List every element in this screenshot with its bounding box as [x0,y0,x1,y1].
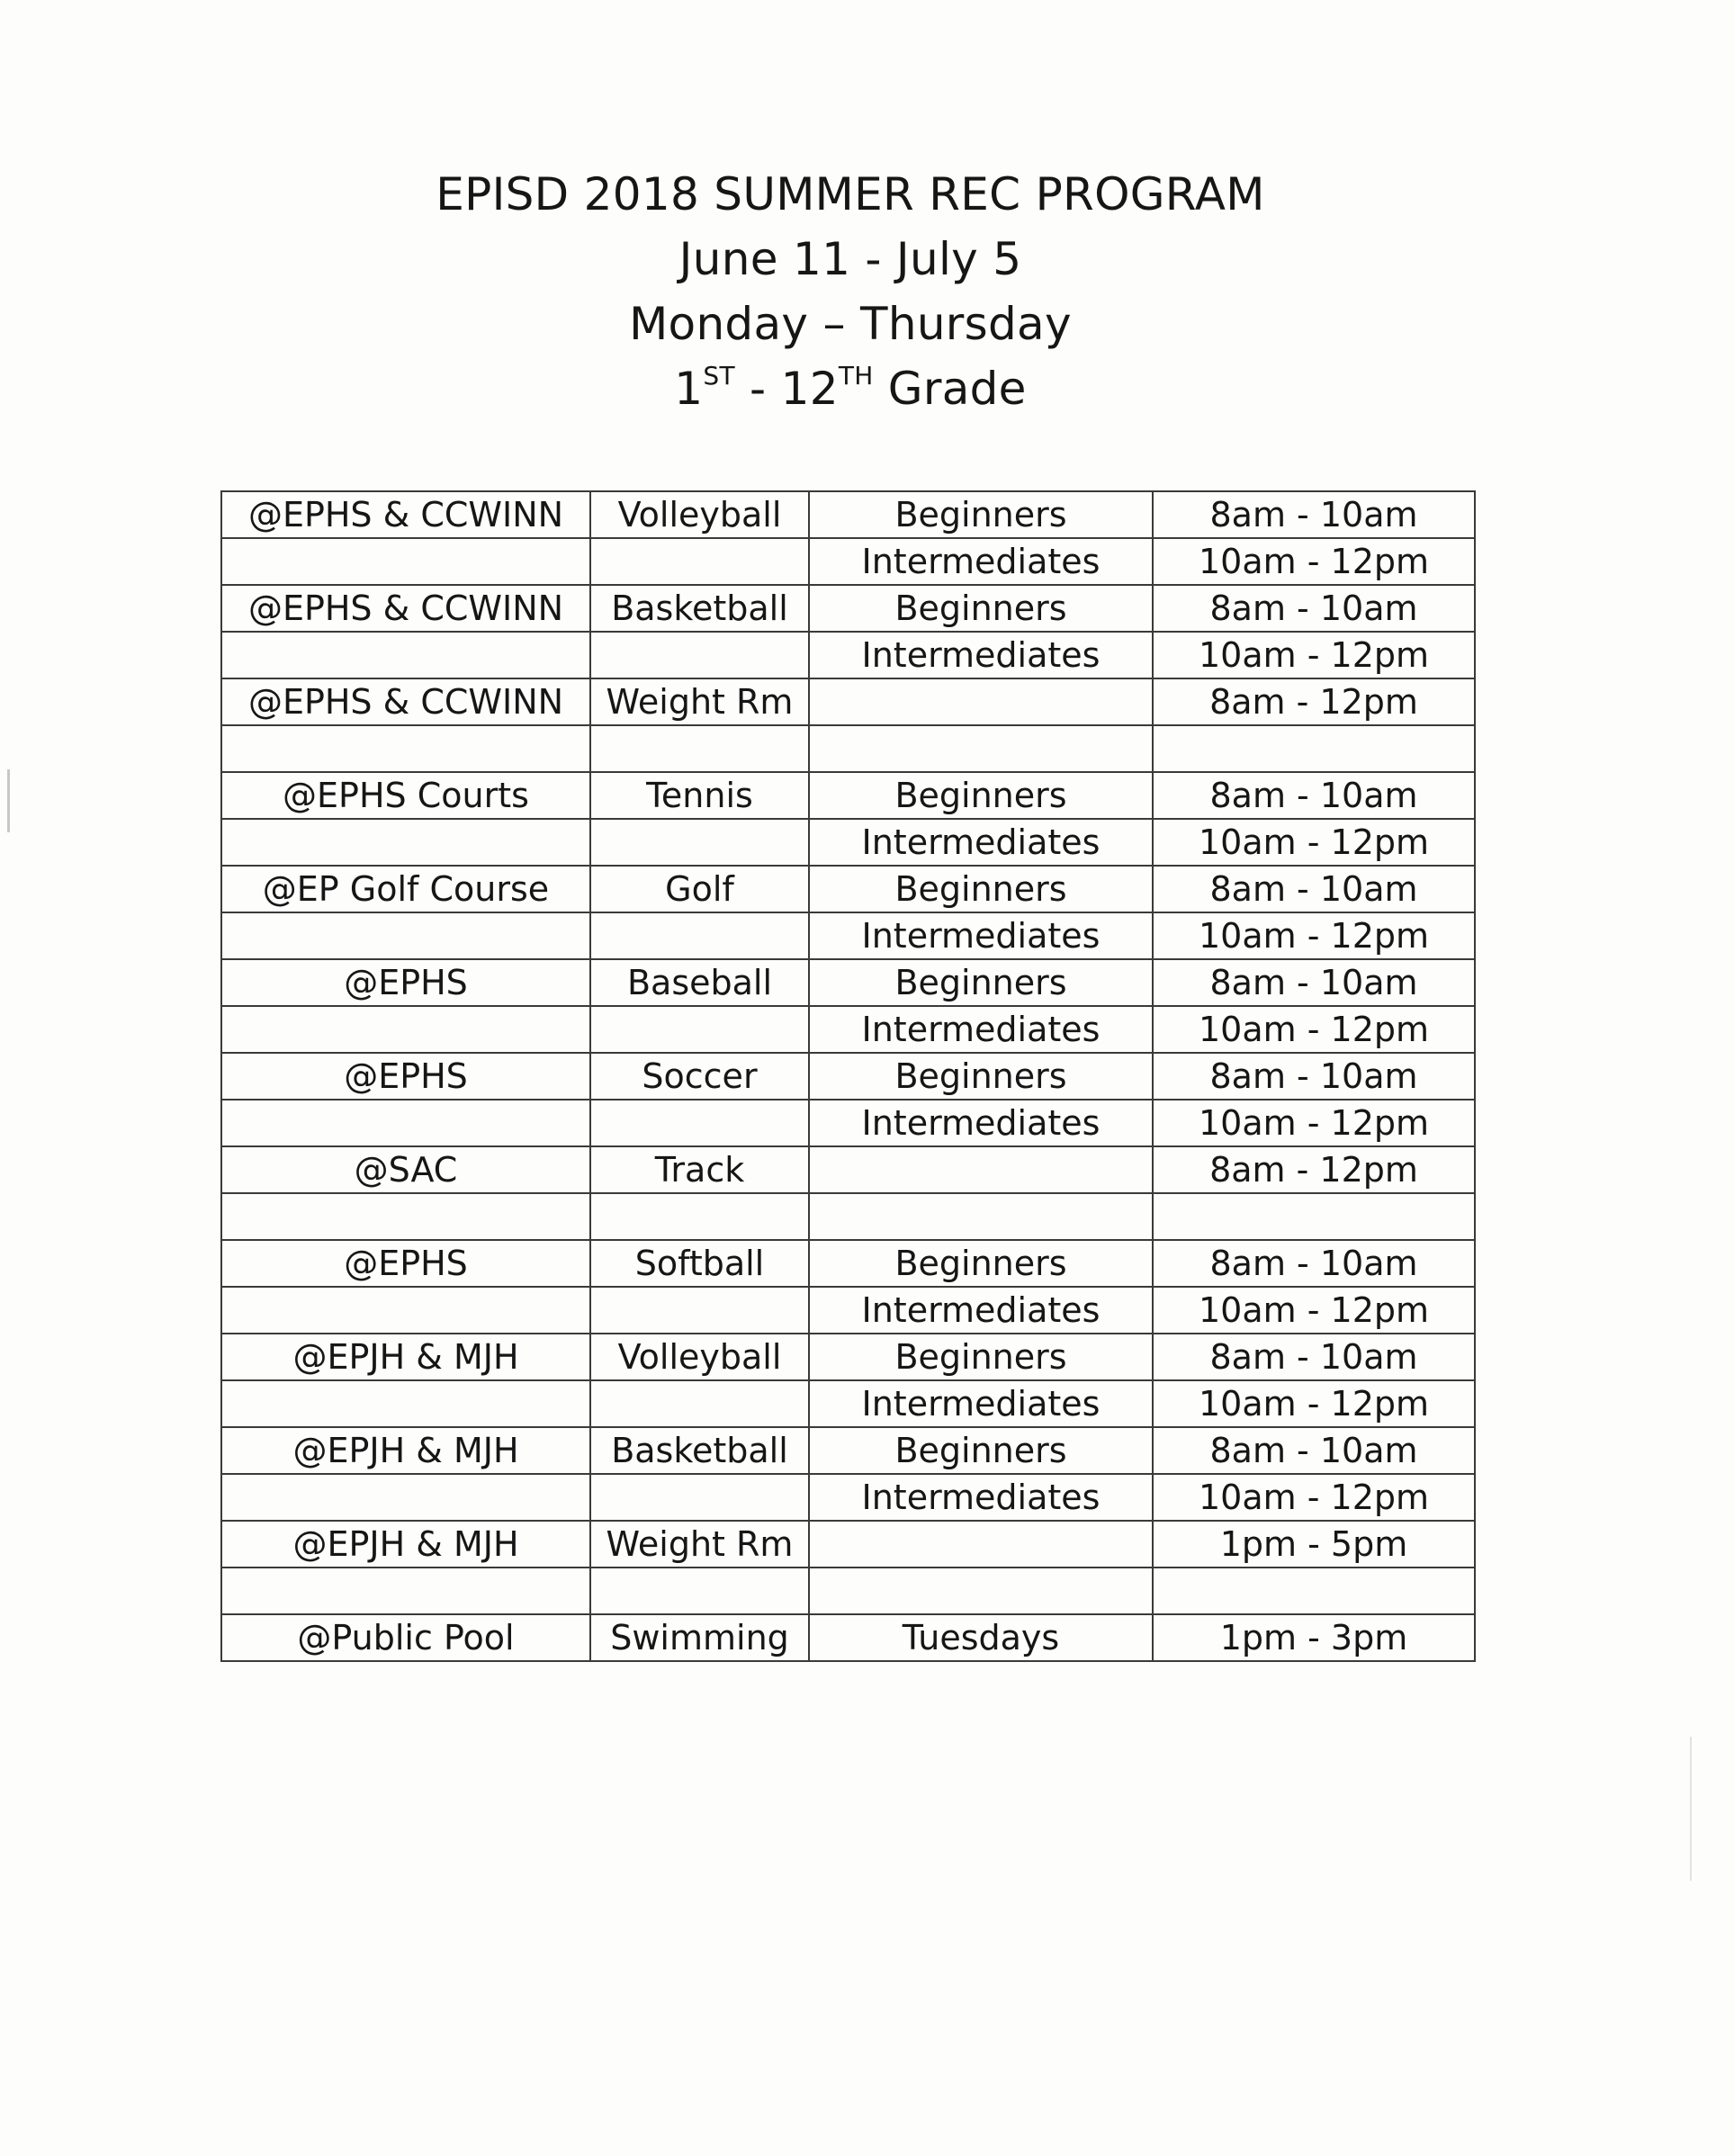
time-cell: 10am - 12pm [1153,1100,1475,1146]
level-cell: Beginners [809,866,1153,912]
sport-cell: Baseball [590,959,809,1006]
time-cell: 8am - 10am [1153,1427,1475,1474]
table-row [221,1053,1475,1100]
level-cell: Intermediates [809,1474,1153,1521]
table-row [221,491,1475,538]
location-cell: @SAC [221,1146,590,1193]
level-cell [809,1193,1153,1240]
time-cell: 8am - 10am [1153,491,1475,538]
time-cell: 8am - 10am [1153,585,1475,632]
sport-cell [590,1006,809,1053]
location-cell: @EPHS [221,959,590,1006]
location-cell [221,1006,590,1053]
table-row [221,1474,1475,1521]
sport-cell: Weight Rm [590,1521,809,1568]
grade-end-suffix: TH [838,361,874,391]
table-row [221,1380,1475,1427]
grade-start-suffix: ST [703,361,735,391]
schedule-body [221,491,1475,1661]
table-row [221,538,1475,585]
time-cell: 10am - 12pm [1153,1380,1475,1427]
table-row [221,1521,1475,1568]
location-cell: @EPHS & CCWINN [221,678,590,725]
level-cell [809,678,1153,725]
location-cell: @EPHS [221,1053,590,1100]
level-cell: Beginners [809,772,1153,819]
sport-cell [590,1380,809,1427]
time-cell: 10am - 12pm [1153,632,1475,678]
time-cell: 8am - 10am [1153,1053,1475,1100]
level-cell: Beginners [809,959,1153,1006]
level-cell: Beginners [809,1427,1153,1474]
level-cell: Intermediates [809,1100,1153,1146]
time-cell: 8am - 10am [1153,959,1475,1006]
location-cell: @EPHS & CCWINN [221,491,590,538]
sport-cell: Soccer [590,1053,809,1100]
time-cell: 1pm - 5pm [1153,1521,1475,1568]
table-row [221,912,1475,959]
table-row [221,959,1475,1006]
grade-range [0,356,1701,421]
location-cell: @EPJH & MJH [221,1521,590,1568]
time-cell: 10am - 12pm [1153,1287,1475,1334]
program-days: Monday – Thursday [629,298,1072,350]
level-cell: Intermediates [809,538,1153,585]
sport-cell [590,1100,809,1146]
level-cell: Intermediates [809,912,1153,959]
sport-cell [590,1287,809,1334]
scan-edge-mark [7,769,10,832]
level-cell: Intermediates [809,632,1153,678]
grade-separator: - [734,363,781,415]
table-row [221,1240,1475,1287]
program-dates: June 11 - July 5 [678,233,1022,285]
location-cell: @EPHS [221,1240,590,1287]
sport-cell [590,819,809,866]
time-cell: 10am - 12pm [1153,1006,1475,1053]
sport-cell: Weight Rm [590,678,809,725]
document-header [0,162,1701,421]
location-cell [221,632,590,678]
table-row [221,1334,1475,1380]
sport-cell [590,1474,809,1521]
time-cell: 8am - 12pm [1153,678,1475,725]
sport-cell: Volleyball [590,491,809,538]
location-cell: @EP Golf Course [221,866,590,912]
table-row [221,772,1475,819]
sport-cell [590,912,809,959]
time-cell: 10am - 12pm [1153,1474,1475,1521]
level-cell: Intermediates [809,1006,1153,1053]
table-row [221,866,1475,912]
time-cell [1153,1568,1475,1614]
location-cell [221,1474,590,1521]
table-row [221,585,1475,632]
level-cell: Beginners [809,1334,1153,1380]
sport-cell [590,1193,809,1240]
sport-cell [590,725,809,772]
grade-label: Grade [873,363,1027,415]
time-cell: 8am - 10am [1153,1334,1475,1380]
schedule-table [220,490,1476,1662]
table-row [221,1427,1475,1474]
sport-cell: Softball [590,1240,809,1287]
location-cell: @EPHS Courts [221,772,590,819]
location-cell [221,1287,590,1334]
sport-cell [590,538,809,585]
sport-cell [590,1568,809,1614]
table-row [221,1568,1475,1614]
table-row [221,1006,1475,1053]
time-cell: 8am - 10am [1153,866,1475,912]
table-row [221,819,1475,866]
time-cell: 10am - 12pm [1153,912,1475,959]
location-cell [221,538,590,585]
level-cell: Intermediates [809,1287,1153,1334]
level-cell: Beginners [809,1053,1153,1100]
level-cell [809,1146,1153,1193]
location-cell [221,1100,590,1146]
location-cell [221,912,590,959]
table-row [221,632,1475,678]
sport-cell: Basketball [590,585,809,632]
level-cell [809,1568,1153,1614]
document-title: EPISD 2018 SUMMER REC PROGRAM [436,168,1265,220]
location-cell: @Public Pool [221,1614,590,1661]
location-cell: @EPJH & MJH [221,1334,590,1380]
time-cell [1153,1193,1475,1240]
sport-cell: Basketball [590,1427,809,1474]
level-cell: Intermediates [809,819,1153,866]
location-cell [221,819,590,866]
location-cell: @EPHS & CCWINN [221,585,590,632]
table-row [221,1193,1475,1240]
time-cell: 10am - 12pm [1153,819,1475,866]
grade-end: 12 [780,363,839,415]
table-row [221,678,1475,725]
location-cell [221,1380,590,1427]
sport-cell [590,632,809,678]
sport-cell: Tennis [590,772,809,819]
level-cell: Tuesdays [809,1614,1153,1661]
time-cell: 1pm - 3pm [1153,1614,1475,1661]
location-cell [221,725,590,772]
time-cell: 8am - 10am [1153,772,1475,819]
table-row [221,1100,1475,1146]
sport-cell: Volleyball [590,1334,809,1380]
time-cell: 10am - 12pm [1153,538,1475,585]
location-cell: @EPJH & MJH [221,1427,590,1474]
time-cell [1153,725,1475,772]
level-cell [809,1521,1153,1568]
table-row [221,725,1475,772]
level-cell: Beginners [809,491,1153,538]
scan-edge-mark [1690,1737,1692,1881]
sport-cell: Swimming [590,1614,809,1661]
location-cell [221,1568,590,1614]
table-row [221,1287,1475,1334]
time-cell: 8am - 12pm [1153,1146,1475,1193]
level-cell: Intermediates [809,1380,1153,1427]
level-cell [809,725,1153,772]
location-cell [221,1193,590,1240]
level-cell: Beginners [809,1240,1153,1287]
table-row [221,1146,1475,1193]
sport-cell: Track [590,1146,809,1193]
level-cell: Beginners [809,585,1153,632]
sport-cell: Golf [590,866,809,912]
table-row [221,1614,1475,1661]
time-cell: 8am - 10am [1153,1240,1475,1287]
grade-start: 1 [674,363,704,415]
